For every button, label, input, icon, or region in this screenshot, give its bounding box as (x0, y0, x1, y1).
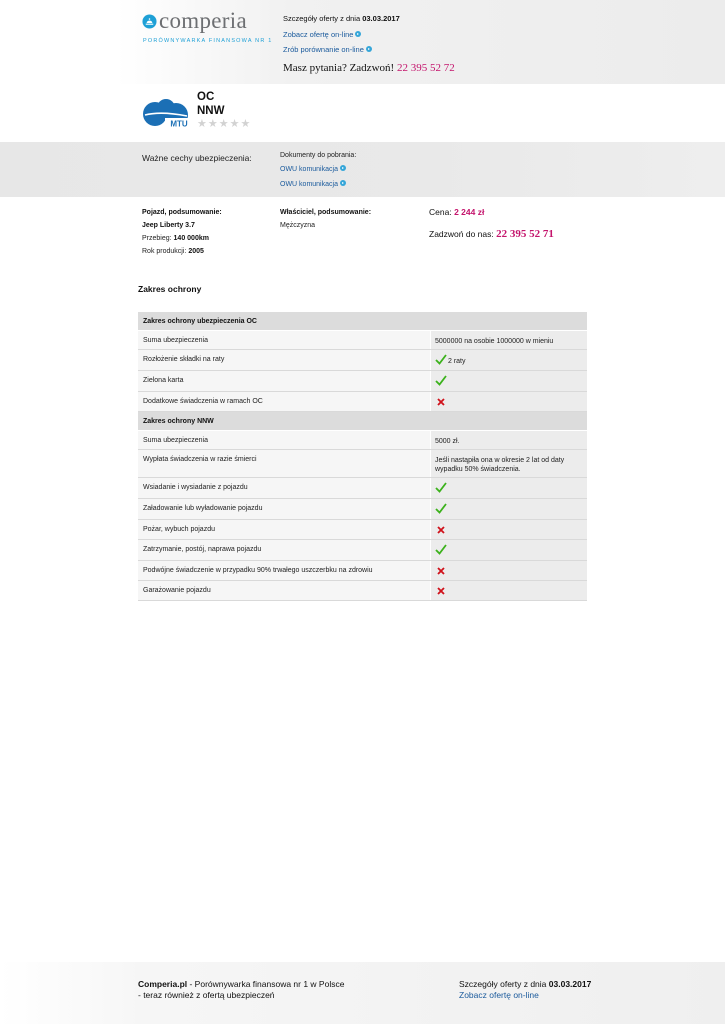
vehicle-summary (142, 206, 222, 258)
row-value-text: 2 raty (448, 358, 466, 365)
star-icon: ★ (218, 118, 229, 130)
footer-date-label: Szczegóły oferty z dnia (459, 979, 547, 989)
call-label: Zadzwoń do nas: (429, 229, 494, 239)
table-row (138, 499, 587, 520)
price-label: Cena: (429, 207, 452, 217)
vehicle-model: Jeep Liberty 3.7 (142, 222, 195, 229)
offer-date-value: 03.03.2017 (362, 14, 400, 23)
table-row (138, 520, 587, 540)
row-label: Zatrzymanie, postój, naprawa pojazdu (138, 540, 430, 560)
coverage-table (138, 312, 587, 601)
brand-tagline: PORÓWNYWARKA FINANSOWA NR 1 (143, 38, 273, 44)
table-row (138, 478, 587, 499)
price-value: 2 244 zł (454, 207, 485, 217)
page-footer (0, 962, 725, 1024)
row-label: Pożar, wybuch pojazdu (138, 520, 430, 539)
row-value: 5000 zł. (431, 431, 587, 449)
year-label: Rok produkcji: (142, 248, 187, 255)
table-row (138, 450, 587, 478)
footer-line1: - Porównywarka finansowa nr 1 w Polsce (187, 979, 345, 989)
view-offer-link[interactable] (283, 30, 361, 39)
comperia-logo-icon (142, 14, 157, 29)
check-icon (435, 375, 447, 386)
arrow-circle-icon (340, 180, 346, 186)
row-label: Zielona karta (138, 371, 430, 391)
arrow-circle-icon (340, 165, 346, 171)
price (429, 207, 484, 217)
documents-label: Dokumenty do pobrania: (280, 152, 357, 159)
table-row (138, 431, 587, 450)
row-label: Rozłożenie składki na raty (138, 350, 430, 370)
row-label: Suma ubezpieczenia (138, 331, 430, 349)
row-label: Suma ubezpieczenia (138, 431, 430, 449)
comperia-logo[interactable] (142, 8, 273, 46)
features-band (0, 142, 725, 197)
row-value (431, 371, 587, 391)
compare-online-link-label: Zrób porównanie on-line (283, 45, 364, 54)
star-icon: ★ (197, 118, 207, 130)
brand-name: comperia (159, 8, 247, 33)
row-value (431, 499, 587, 519)
footer-date-value: 03.03.2017 (548, 979, 592, 989)
compare-online-link[interactable] (283, 45, 372, 54)
rating-stars (197, 119, 250, 129)
document-link-2[interactable] (280, 180, 346, 188)
call-phone[interactable]: 22 395 52 71 (496, 228, 554, 240)
offer-date-label: Szczegóły oferty z dnia (283, 14, 361, 23)
question-text: Masz pytania? Zadzwoń! (283, 62, 395, 74)
row-value: 5000000 na osobie 1000000 w mieniu (431, 331, 587, 349)
row-label: Wsiadanie i wysiadanie z pojazdu (138, 478, 430, 498)
row-value (431, 581, 587, 600)
product-oc: OC (197, 91, 215, 103)
row-value (431, 520, 587, 539)
row-label: Dodatkowe świadczenia w ramach OC (138, 392, 430, 411)
year-value: 2005 (188, 248, 204, 255)
offer-date (283, 14, 400, 23)
star-icon: ★ (229, 118, 240, 130)
document-link-1[interactable] (280, 165, 346, 173)
document-link-label: OWU komunikacja (280, 166, 338, 173)
check-icon (435, 354, 447, 365)
table-row (138, 392, 587, 412)
mileage-value: 140 000km (173, 235, 209, 242)
cross-icon (437, 398, 445, 406)
check-icon (435, 544, 447, 555)
row-label: Garażowanie pojazdu (138, 581, 430, 600)
owner-summary (280, 206, 371, 232)
owner-gender: Mężczyzna (280, 222, 316, 229)
mtu-logo (141, 98, 195, 130)
row-value: Jeśli nastąpiła ona w okresie 2 lat od daty wypadku 50% świadczenia. (431, 450, 587, 477)
row-label: Załadowanie lub wyładowanie pojazdu (138, 499, 430, 519)
product-nnw: NNW (197, 105, 225, 117)
arrow-circle-icon (366, 46, 372, 52)
footer-line2: - teraz również z ofertą ubezpieczeń (138, 990, 275, 1000)
owner-title: Właściciel, podsumowanie: (280, 209, 372, 216)
check-icon (435, 503, 447, 514)
footer-tagline (138, 979, 344, 1001)
table-row (138, 371, 587, 392)
row-label: Wypłata świadczenia w razie śmierci (138, 450, 430, 477)
mileage-label: Przebieg: (142, 235, 172, 242)
coverage-title: Zakres ochrony (138, 284, 202, 294)
document-link-label: OWU komunikacja (280, 181, 338, 188)
call-us-header (283, 62, 455, 74)
product-title (197, 90, 224, 118)
cross-icon (437, 587, 445, 595)
star-icon: ★ (240, 118, 251, 130)
row-value (431, 540, 587, 560)
row-value (431, 561, 587, 580)
footer-brand: Comperia.pl (138, 979, 188, 989)
row-label: Podwójne świadczenie w przypadku 90% trwałego uszczerbku na zdrowiu (138, 561, 430, 580)
mtu-logo-text: MTU (170, 119, 188, 129)
cross-icon (437, 567, 445, 575)
vehicle-title: Pojazd, podsumowanie: (142, 209, 222, 216)
section-header-oc: Zakres ochrony ubezpieczenia OC (138, 312, 587, 331)
table-row (138, 350, 587, 371)
table-row (138, 331, 587, 350)
footer-view-offer-link[interactable]: Zobacz ofertę on-line (459, 990, 539, 1000)
row-value (431, 350, 587, 370)
section-header-nnw: Zakres ochrony NNW (138, 412, 587, 431)
table-row (138, 561, 587, 581)
table-row (138, 581, 587, 601)
header-phone[interactable]: 22 395 52 72 (396, 62, 455, 74)
arrow-circle-icon (355, 31, 361, 37)
row-value (431, 392, 587, 411)
table-row (138, 540, 587, 561)
cross-icon (437, 526, 445, 534)
star-icon: ★ (207, 118, 218, 130)
footer-offer (459, 979, 591, 1001)
call-us (429, 228, 554, 240)
row-value (431, 478, 587, 498)
features-label: Ważne cechy ubezpieczenia: (142, 153, 252, 163)
view-offer-link-label: Zobacz ofertę on-line (283, 30, 354, 39)
check-icon (435, 482, 447, 493)
